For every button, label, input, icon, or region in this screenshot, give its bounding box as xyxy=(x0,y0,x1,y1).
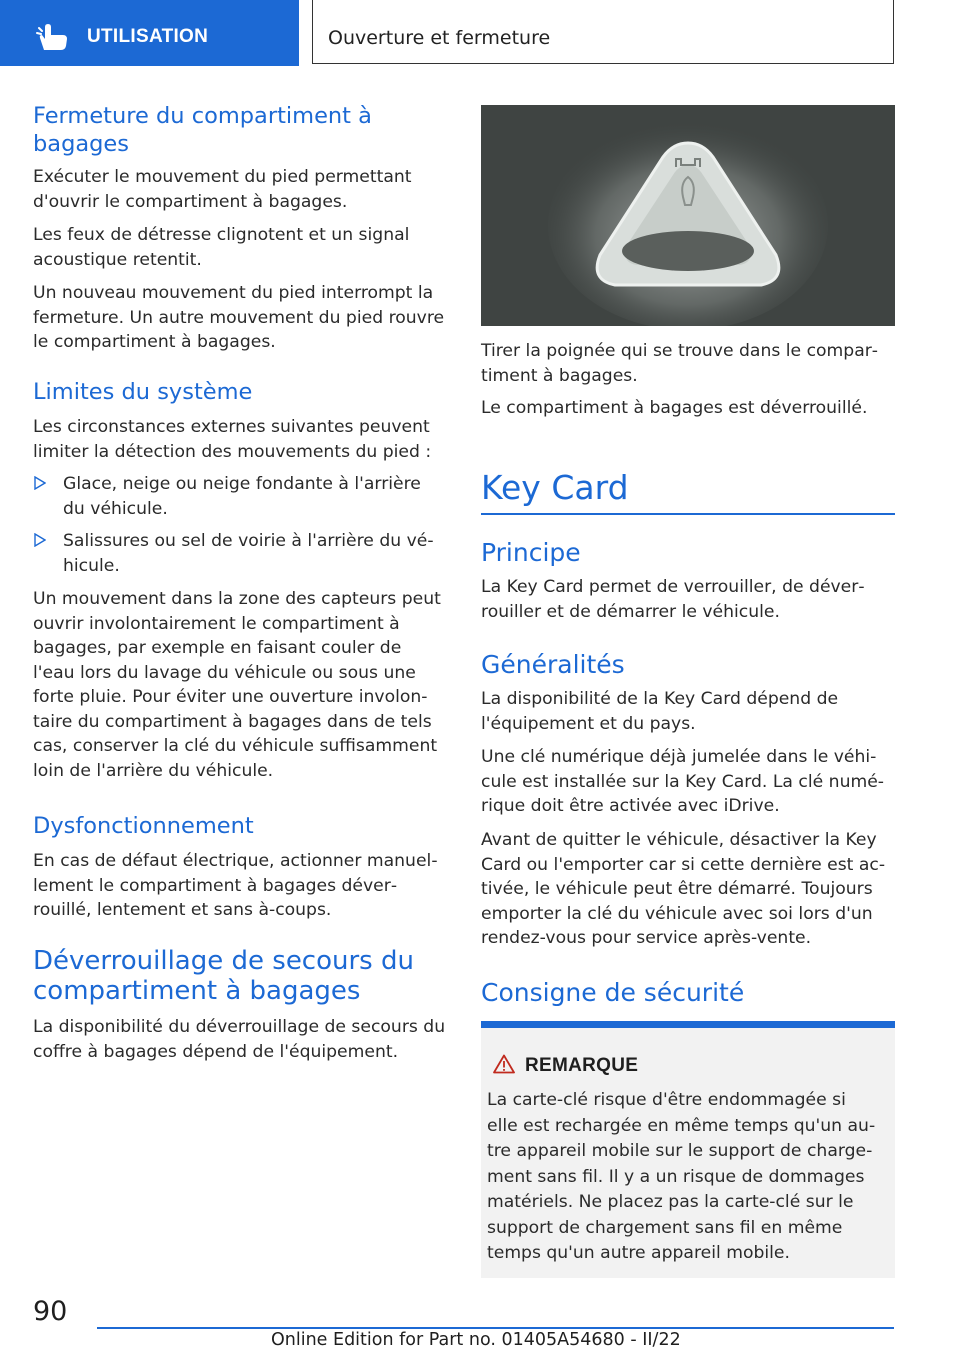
heading-consigne: Consigne de sécurité xyxy=(481,978,745,1007)
paragraph: Une clé numérique déjà jumelée dans le véhicule est installée sur la Key Card. La clé numérique doit être activée avec iDrive. xyxy=(481,747,884,816)
paragraph: Avant de quitter le véhicule, désactiver la Key Card ou l'emporter car si cette dernière est activée, le véhicule peut être démarré. Toujours emporter la clé du véhicule avec soi lors d'un rendez-vous pour service après-vente. xyxy=(481,830,886,948)
trunk-handle-photo xyxy=(481,105,895,326)
list-item-text: Glace, neige ou neige fondante à l'arrière du véhicule. xyxy=(63,474,421,519)
list-item xyxy=(33,472,433,521)
paragraph: En cas de défaut électrique, actionner manuellement le compartiment à bagages déverrouillé, lentement et sans à-coups. xyxy=(33,851,438,920)
paragraph: Tirer la poignée qui se trouve dans le compartiment à bagages. xyxy=(481,341,878,386)
paragraph: La disponibilité de la Key Card dépend de l'équipement et du pays. xyxy=(481,689,839,734)
section-label: UTILISATION xyxy=(87,26,209,47)
paragraph: Les feux de détresse clignotent et un signal acoustique retentit. xyxy=(33,225,410,270)
paragraph: Un nouveau mouvement du pied interrompt la fermeture. Un autre mouvement du pied rouvre le compartiment à bagages. xyxy=(33,283,445,352)
paragraph: La Key Card permet de verrouiller, de déverrouiller et de démarrer le véhicule. xyxy=(481,577,865,622)
bullet-triangle-icon xyxy=(34,476,46,490)
notice-title: REMARQUE xyxy=(525,1055,639,1076)
hand-pointer-icon xyxy=(36,24,70,52)
chapter-title: Ouverture et fermeture xyxy=(328,27,551,49)
heading-principe: Principe xyxy=(481,538,581,567)
heading-dysfonctionnement: Dysfonctionnement xyxy=(33,813,254,839)
paragraph: Les circonstances externes suivantes peuvent limiter la détection des mouvements du pied : xyxy=(33,417,432,462)
page-number: 90 xyxy=(33,1296,68,1327)
trunk-handle-illustration xyxy=(481,105,895,326)
chapter-header xyxy=(312,0,894,64)
paragraph: Le compartiment à bagages est déverrouillé. xyxy=(481,398,868,418)
notice-text: La carte-clé risque d'être endommagée si elle est rechargée en même temps qu'un autre appareil mobile sur le support de chargement sans fil. Il y a un risque de dommages matériels. Ne placez pas la carte-clé sur le support de chargement sans fil en même temps qu'un autre appareil mobile. xyxy=(487,1090,876,1263)
list-item xyxy=(33,529,443,578)
list-item-text: Salissures ou sel de voirie à l'arrière du véhicule. xyxy=(63,531,434,576)
heading-limites: Limites du système xyxy=(33,379,253,405)
paragraph: La disponibilité du déverrouillage de secours du coffre à bagages dépend de l'équipement. xyxy=(33,1017,446,1062)
notice-box xyxy=(481,1021,895,1278)
footer-rule xyxy=(97,1327,894,1329)
section-tab xyxy=(0,0,299,66)
warning-triangle-icon xyxy=(493,1054,515,1074)
paragraph: Un mouvement dans la zone des capteurs peut ouvrir involontairement le compartiment à bagages, par exemple en faisant couler de l'eau lors du lavage du véhicule ou sous une forte pluie. Pour éviter une ouverture involontaire du compartiment à bagages dans de tels cas, conserver la clé du véhicule suffisamment loin de l'arrière du véhicule. xyxy=(33,589,441,781)
paragraph: Exécuter le mouvement du pied permettant d'ouvrir le compartiment à bagages. xyxy=(33,167,412,212)
heading-generalites: Généralités xyxy=(481,650,625,679)
heading-fermeture: Fermeture du compartiment à bagages xyxy=(33,103,372,157)
bullet-triangle-icon xyxy=(34,533,46,547)
heading-deverrouillage: Déverrouillage de secours du compartiment à bagages xyxy=(33,946,414,1006)
heading-rule xyxy=(481,513,895,515)
footer-edition: Online Edition for Part no. 01405A54680 - II/22 xyxy=(271,1330,681,1350)
heading-key-card: Key Card xyxy=(481,468,629,507)
